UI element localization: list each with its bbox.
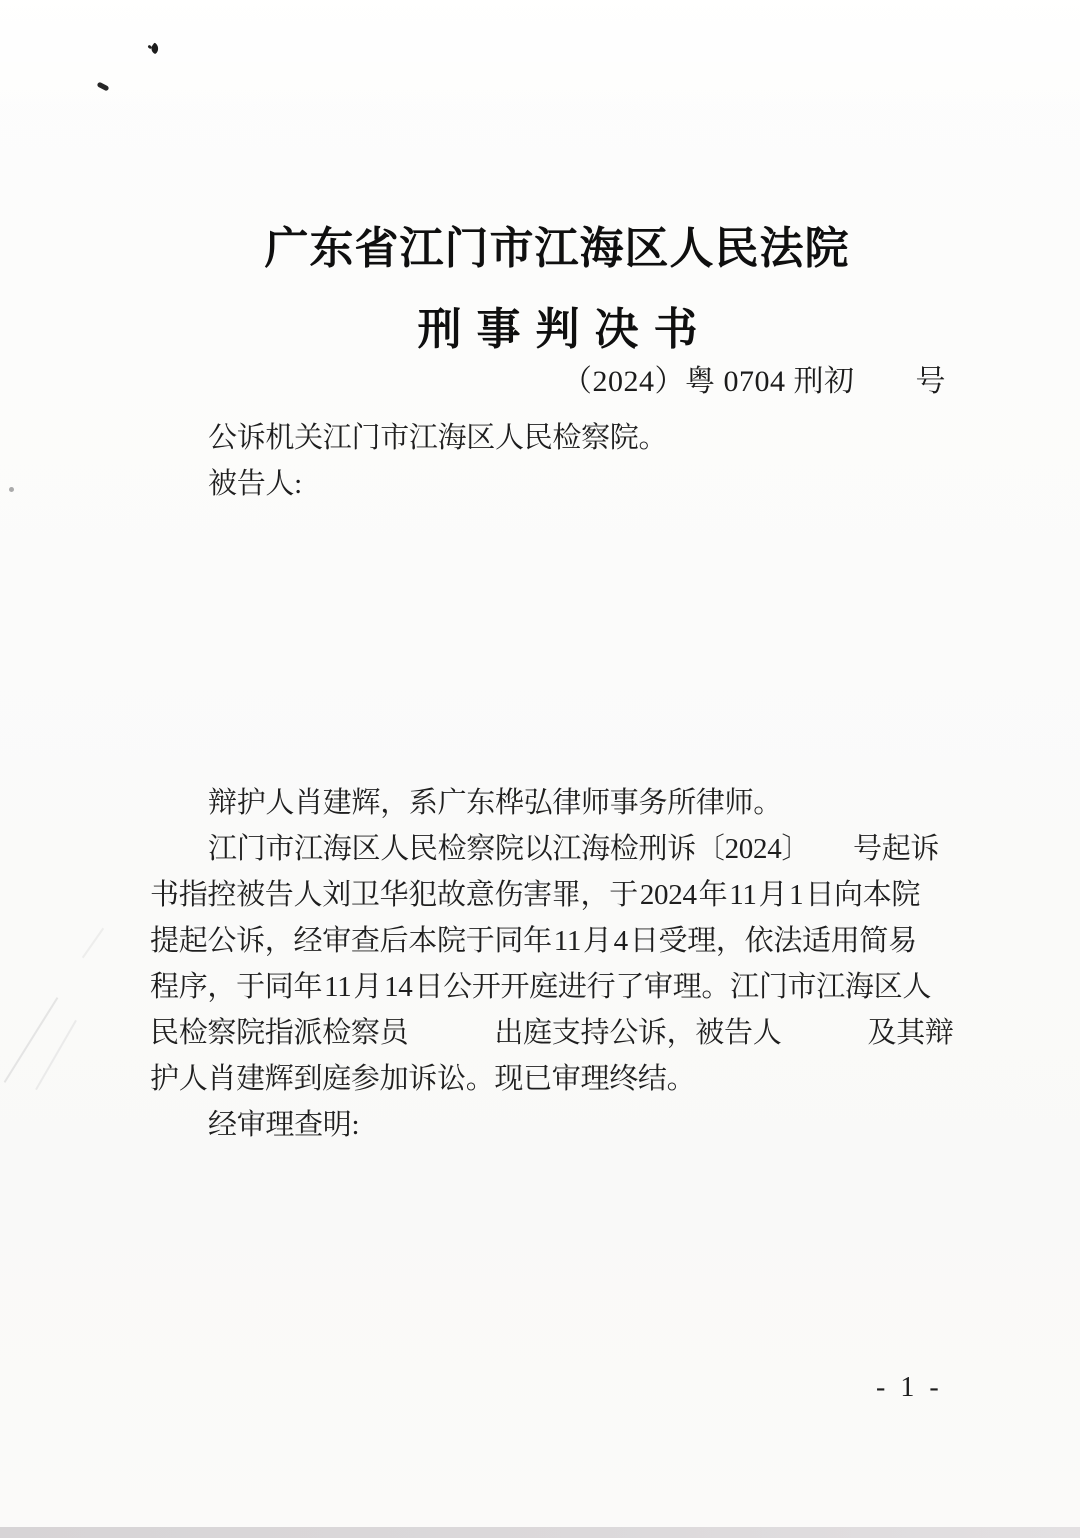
paper-crease [82, 928, 104, 959]
redacted-defendant-info-area [150, 507, 950, 777]
court-name-title: 广东省江门市江海区人民法院 [264, 224, 850, 273]
scan-shading [0, 0, 1080, 140]
line-indictment-intro: 江门市江海区人民检察院以江海检刑诉〔2024〕 号起诉 [208, 833, 940, 865]
paper-crease [4, 997, 59, 1083]
line-prosecution-organ: 公诉机关江门市江海区人民检察院。 [208, 422, 668, 454]
line-findings-header: 经审理查明: [208, 1109, 360, 1141]
party-info-block [150, 415, 950, 507]
line-indictment-charge: 书指控被告人刘卫华犯故意伤害罪，于 2024 年 11 月 1 日向本院 [150, 879, 921, 911]
procedure-text-block [150, 780, 954, 1148]
line-prosecutor-appearance: 民检察院指派检察员 出庭支持公诉，被告人 及其辩 [150, 1017, 954, 1049]
line-trial-hearing: 程序，于同年 11 月 14 日公开开庭进行了审理。江门市江海区人 [150, 971, 932, 1003]
ink-speck [9, 487, 14, 492]
case-number: （2024）粤 0704 刑初 号 [562, 365, 946, 398]
line-trial-conclusion: 护人肖建辉到庭参加诉讼。现已审理终结。 [150, 1063, 696, 1095]
scan-edge-strip [0, 1527, 1080, 1538]
page-number: - 1 - [876, 1372, 943, 1403]
document-type-title: 刑事判决书 [417, 305, 713, 354]
line-filing-acceptance: 提起公诉，经审查后本院于同年 11 月 4 日受理，依法适用简易 [150, 925, 917, 957]
line-defense-counsel: 辩护人肖建辉，系广东桦弘律师事务所律师。 [208, 787, 783, 819]
paper-crease [35, 1020, 77, 1090]
line-defendant-label: 被告人: [208, 468, 302, 500]
